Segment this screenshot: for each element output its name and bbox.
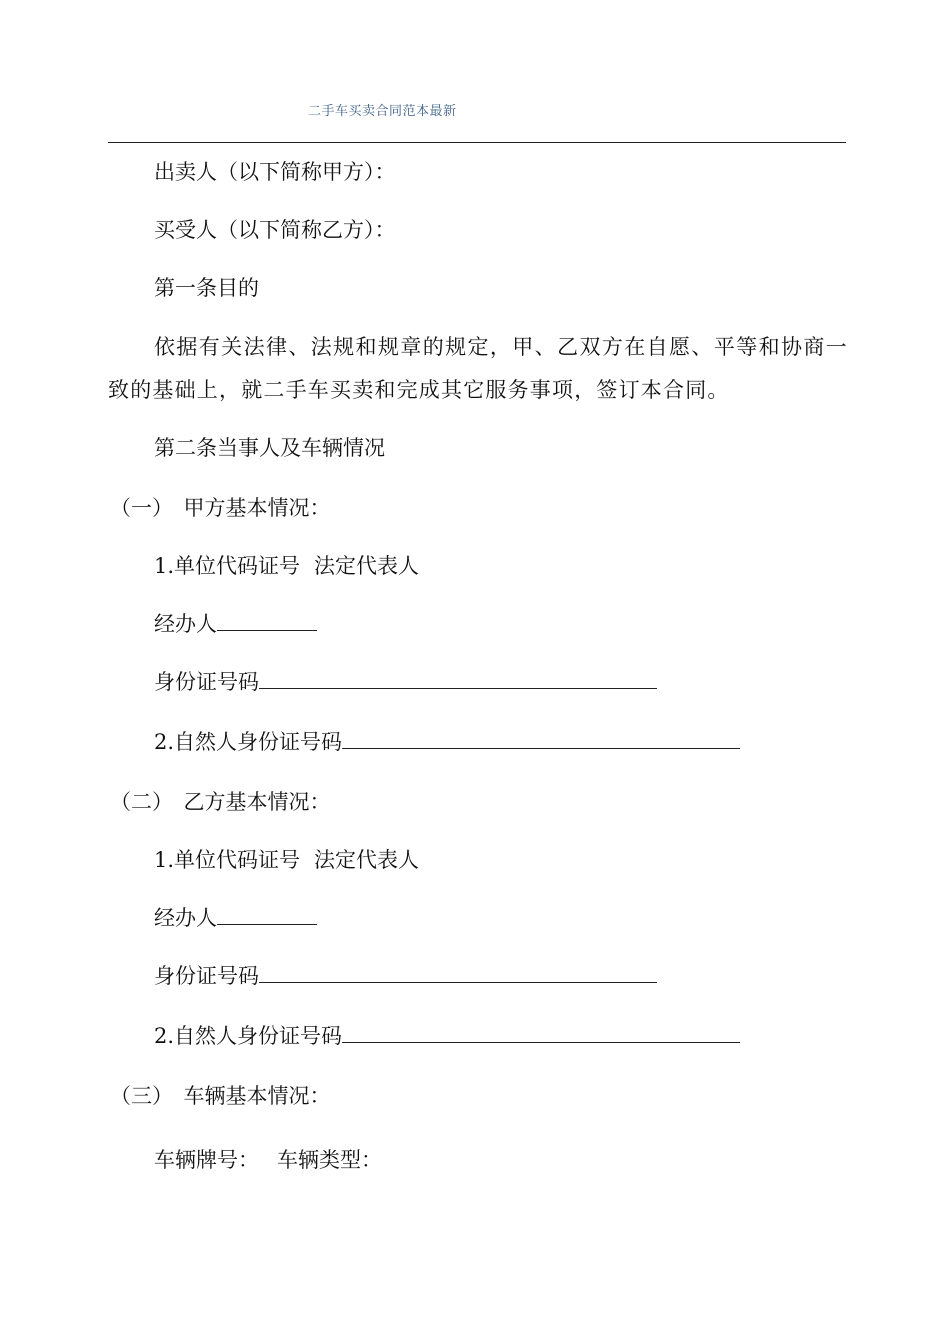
party-b-agent-row (154, 904, 317, 932)
buyer-line: 买受人（以下简称乙方）： (154, 218, 396, 242)
party-a-id-blank (259, 668, 657, 689)
party-b-agent-blank (217, 904, 317, 925)
vehicle-row (154, 1146, 382, 1174)
article1-body: 依据有关法律、法规和规章的规定，甲、乙双方在自愿、平等和协商一致的基础上，就二手车买卖和完成其它服务事项，签订本合同。 (108, 335, 848, 402)
article1-title: 第一条目的 (154, 276, 259, 300)
vehicle-type-label: 车辆类型： (277, 1148, 382, 1172)
party-b-heading: （二） 乙方基本情况： (110, 790, 331, 814)
party-a-id-row (154, 668, 657, 696)
party-b-natural-id-label: 2.自然人身份证号码 (154, 1024, 343, 1048)
party-a-unit-row (154, 552, 419, 580)
document-header-title: 二手车买卖合同范本最新 (308, 104, 457, 119)
party-b-agent-label: 经办人 (154, 906, 217, 930)
party-b-id-blank (259, 962, 657, 983)
vehicle-plate-label: 车辆牌号： (154, 1148, 259, 1172)
seller-line: 出卖人（以下简称甲方）： (154, 160, 396, 184)
article2-title: 第二条当事人及车辆情况 (154, 436, 385, 460)
party-b-unit-row (154, 846, 419, 874)
party-a-unit-code-label: 1.单位代码证号 (154, 554, 301, 578)
party-b-natural-id-row (154, 1022, 740, 1050)
party-a-heading: （一） 甲方基本情况： (110, 496, 331, 520)
header-divider (108, 142, 846, 143)
vehicle-heading: （三） 车辆基本情况： (110, 1084, 331, 1108)
party-b-id-row (154, 962, 657, 990)
party-a-natural-id-blank (342, 728, 740, 749)
party-a-natural-id-label: 2.自然人身份证号码 (154, 730, 343, 754)
party-a-agent-label: 经办人 (154, 612, 217, 636)
party-a-legal-rep-label: 法定代表人 (314, 554, 420, 578)
party-a-natural-id-row (154, 728, 740, 756)
party-b-unit-code-label: 1.单位代码证号 (154, 848, 301, 872)
party-b-legal-rep-label: 法定代表人 (314, 848, 420, 872)
party-a-agent-row (154, 610, 317, 638)
party-a-id-label: 身份证号码 (154, 670, 259, 694)
party-b-id-label: 身份证号码 (154, 964, 259, 988)
party-a-agent-blank (217, 610, 317, 631)
party-b-natural-id-blank (342, 1022, 740, 1043)
